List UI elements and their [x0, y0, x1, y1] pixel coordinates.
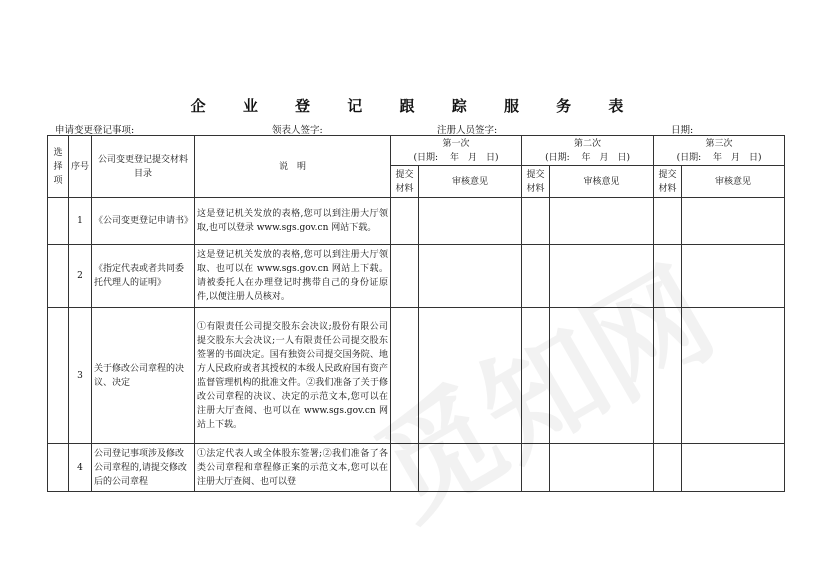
note-cell: ①有限责任公司提交股东会决议;股份有限公司提交股东大会决议;一人有限责任公司提交股东签署的书面决定。国有独资公司提交国务院、地方人民政府或者其授权的本级人民政府国有资产监督管理机构的批准文件。②我们准备了关于修改公司章程的决议、决定的示范文本,您可以在注册大厅查阅、也可以在 www.sgs.gov.cn 网站上下载。	[195, 308, 391, 444]
table-row	[48, 308, 785, 444]
note-cell: ①法定代表人或全体股东签署;②我们准备了各类公司章程和章程修正案的示范文本,您可以在注册大厅查阅、也可以登	[195, 444, 391, 492]
header-submit-2: 提交材料	[522, 166, 550, 198]
submit-cell[interactable]	[654, 245, 682, 308]
header-review-2: 审核意见	[550, 166, 654, 198]
review-cell[interactable]	[550, 198, 654, 245]
material-cell: 《指定代表或者共同委托代理人的证明》	[92, 245, 195, 308]
select-cell[interactable]	[48, 308, 69, 444]
header-note: 说 明	[195, 136, 391, 198]
receiver-signature-label: 领表人签字:	[272, 125, 323, 136]
review-cell[interactable]	[419, 444, 522, 492]
header-submit-3: 提交材料	[654, 166, 682, 198]
review-cell[interactable]	[550, 444, 654, 492]
review-cell[interactable]	[550, 308, 654, 444]
header-select: 选择项	[48, 136, 69, 198]
review-cell[interactable]	[419, 308, 522, 444]
header-round-3: 第三次 (日期: 年 月 日)	[654, 136, 785, 166]
row-number: 2	[69, 245, 92, 308]
submit-cell[interactable]	[654, 308, 682, 444]
select-cell[interactable]	[48, 444, 69, 492]
watermark: 觅知网	[354, 244, 736, 546]
material-cell: 关于修改公司章程的决议、决定	[92, 308, 195, 444]
review-cell[interactable]	[682, 245, 785, 308]
change-item-label: 申请变更登记事项:	[55, 125, 135, 136]
select-cell[interactable]	[48, 198, 69, 245]
submit-cell[interactable]	[391, 308, 419, 444]
submit-cell[interactable]	[522, 308, 550, 444]
row-number: 3	[69, 308, 92, 444]
submit-cell[interactable]	[654, 198, 682, 245]
submit-cell[interactable]	[391, 198, 419, 245]
submit-cell[interactable]	[654, 444, 682, 492]
review-cell[interactable]	[419, 245, 522, 308]
header-material: 公司变更登记提交材料目录	[92, 136, 195, 198]
review-cell[interactable]	[550, 245, 654, 308]
submit-cell[interactable]	[522, 198, 550, 245]
submit-cell[interactable]	[522, 444, 550, 492]
header-submit-1: 提交材料	[391, 166, 419, 198]
submit-cell[interactable]	[391, 444, 419, 492]
review-cell[interactable]	[682, 198, 785, 245]
row-number: 4	[69, 444, 92, 492]
header-round-2: 第二次 (日期: 年 月 日)	[522, 136, 654, 166]
header-round-1: 第一次 (日期: 年 月 日)	[391, 136, 522, 166]
tracking-table	[47, 135, 785, 492]
header-seq: 序号	[69, 136, 92, 198]
table-row	[48, 198, 785, 245]
submit-cell[interactable]	[522, 245, 550, 308]
form-title: 企 业 登 记 跟 踪 服 务 表	[190, 97, 640, 115]
date-label: 日期:	[671, 125, 694, 136]
material-cell: 公司登记事项涉及修改公司章程的,请提交修改后的公司章程	[92, 444, 195, 492]
registrar-signature-label: 注册人员签字:	[437, 125, 498, 136]
header-review-1: 审核意见	[419, 166, 522, 198]
material-cell: 《公司变更登记申请书》	[92, 198, 195, 245]
note-cell: 这是登记机关发放的表格,您可以到注册大厅领取、也可以在 www.sgs.gov.cn 网站上下载。请被委托人在办理登记时携带自己的身份证原件,以便注册人员核对。	[195, 245, 391, 308]
review-cell[interactable]	[682, 308, 785, 444]
submit-cell[interactable]	[391, 245, 419, 308]
note-cell: 这是登记机关发放的表格,您可以到注册大厅领取,也可以登录 www.sgs.gov.cn 网站下载。	[195, 198, 391, 245]
row-number: 1	[69, 198, 92, 245]
select-cell[interactable]	[48, 245, 69, 308]
review-cell[interactable]	[682, 444, 785, 492]
header-review-3: 审核意见	[682, 166, 785, 198]
table-row	[48, 245, 785, 308]
review-cell[interactable]	[419, 198, 522, 245]
table-row	[48, 444, 785, 492]
